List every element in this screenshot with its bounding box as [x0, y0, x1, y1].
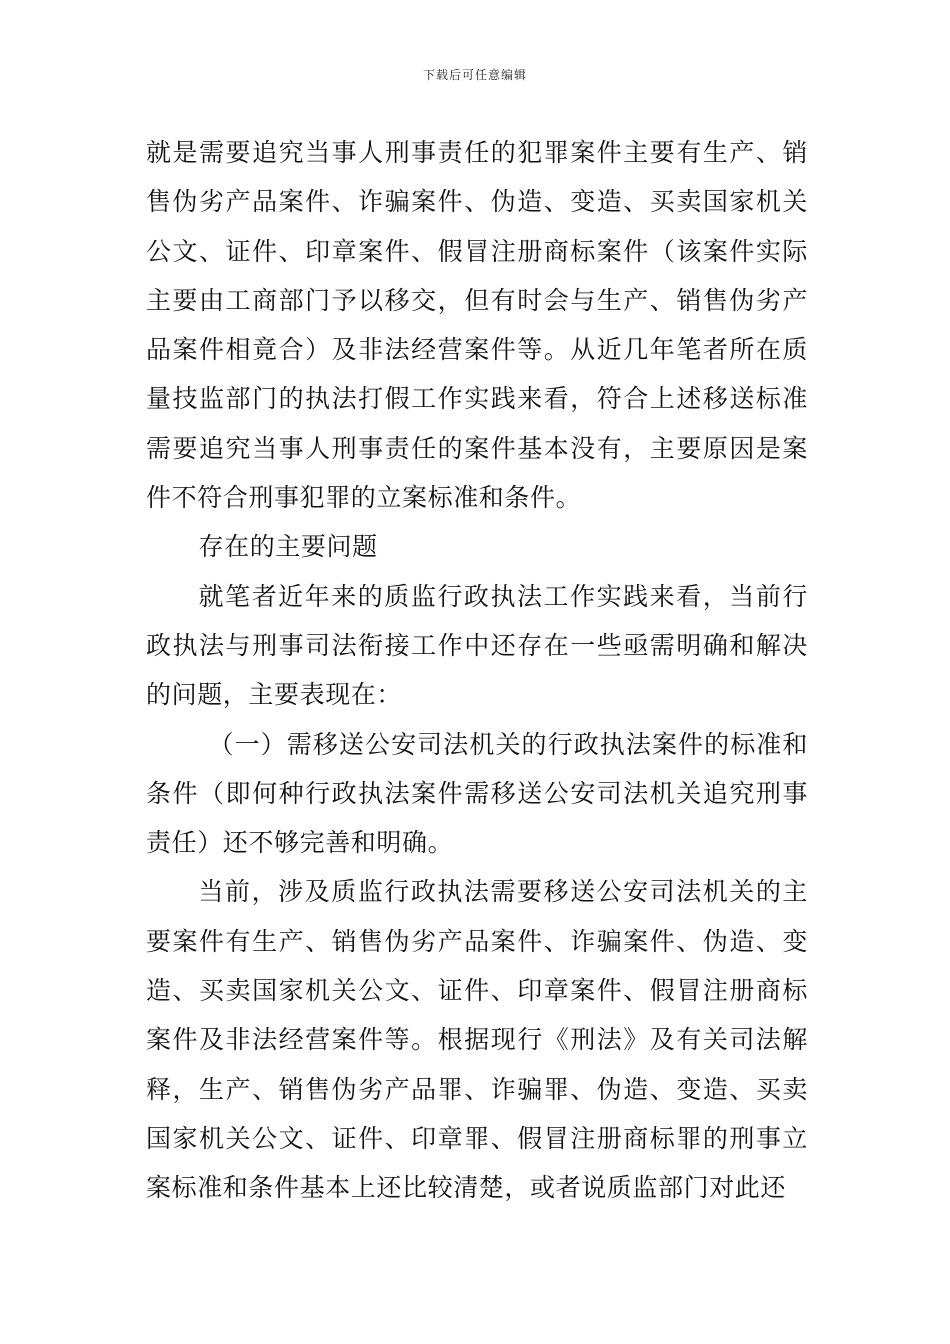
subheading-paragraph: （一）需移送公安司法机关的行政执法案件的标准和条件（即何种行政执法案件需移送公安司法机关追究刑事责任）还不够完善和明确。	[146, 729, 808, 858]
paragraph-intro: 就笔者近年来的质监行政执法工作实践来看，当前行政执法与刑事司法衔接工作中还存在一些亟需明确和解决的问题，主要表现在：	[146, 581, 808, 710]
section-heading: 存在的主要问题	[198, 532, 378, 562]
paragraph-body: 当前，涉及质监行政执法需要移送公安司法机关的主要案件有生产、销售伪劣产品案件、诈骗案件、伪造、变造、买卖国家机关公文、证件、印章案件、假冒注册商标案件及非法经营案件等。根据现行《刑法》及有关司法解释，生产、销售伪劣产品罪、诈骗罪、伪造、变造、买卖国家机关公文、证件、印章罪、假冒注册商标罪的刑事立案标准和条件基本上还比较清楚，或者说质监部门对此还	[146, 877, 808, 1203]
page-header-note: 下载后可任意编辑	[422, 68, 527, 82]
paragraph-continuation: 就是需要追究当事人刑事责任的犯罪案件主要有生产、销售伪劣产品案件、诈骗案件、伪造、变造、买卖国家机关公文、证件、印章案件、假冒注册商标案件（该案件实际主要由工商部门予以移交，但有时会与生产、销售伪劣产品案件相竟合）及非法经营案件等。从近几年笔者所在质量技监部门的执法打假工作实践来看，符合上述移送标准需要追究当事人刑事责任的案件基本没有，主要原因是案件不符合刑事犯罪的立案标准和条件。	[146, 138, 808, 513]
document-body	[146, 128, 808, 1213]
